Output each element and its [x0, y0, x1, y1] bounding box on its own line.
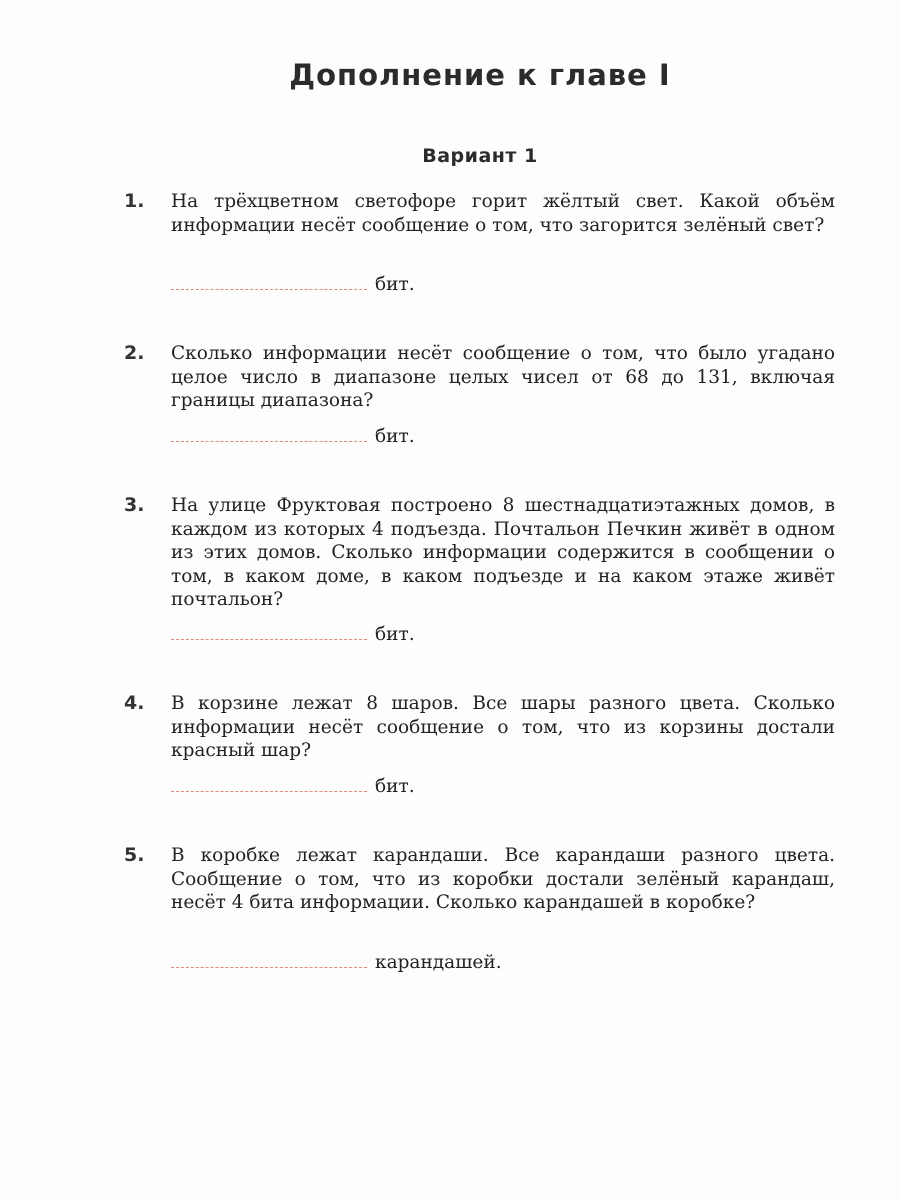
answer-unit: бит.: [375, 624, 415, 645]
answer-unit: бит.: [375, 776, 415, 797]
answer-row: [171, 622, 415, 645]
task-text: В корзине лежат 8 шаров. Все шары разного цвета. Сколько информации несёт сообщение о том, что из корзины достали красный шар?: [171, 693, 835, 761]
answer-row: [171, 424, 415, 447]
answer-blank[interactable]: [171, 272, 367, 290]
answer-blank[interactable]: [171, 950, 367, 968]
task-number: 2.: [124, 342, 145, 364]
answer-row: [171, 774, 415, 797]
answer-unit: карандашей.: [375, 952, 502, 973]
answer-row: [171, 950, 502, 973]
task-text: На трёхцветном светофоре горит жёлтый свет. Какой объём информации несёт сообщение о том, что загорится зелёный свет?: [171, 191, 835, 236]
task-text: Сколько информации несёт сообщение о том, что было угадано целое число в диапазоне целых чисел от 68 до 131, включая границы диапазона?: [171, 343, 835, 411]
task-number: 5.: [124, 844, 145, 866]
task-number: 4.: [124, 692, 145, 714]
task-number: 3.: [124, 494, 145, 516]
task-text: В коробке лежат карандаши. Все карандаши разного цвета. Сообщение о том, что из коробки достали зелёный карандаш, несёт 4 бита информации. Сколько карандашей в коробке?: [171, 845, 835, 913]
answer-row: [171, 272, 415, 295]
answer-blank[interactable]: [171, 424, 367, 442]
answer-blank[interactable]: [171, 774, 367, 792]
task-number: 1.: [124, 190, 145, 212]
chapter-title: Дополнение к главе I: [289, 58, 671, 92]
variant-title: Вариант 1: [422, 145, 538, 167]
answer-blank[interactable]: [171, 622, 367, 640]
answer-unit: бит.: [375, 426, 415, 447]
answer-unit: бит.: [375, 274, 415, 295]
task-text: На улице Фруктовая построено 8 шестнадцатиэтажных домов, в каждом из которых 4 подъезда. Почтальон Печкин живёт в одном из этих домов. Сколько информации содержится в сообщении о том, в каком доме, в каком подъезде и на каком этаже живёт почтальон?: [171, 495, 835, 610]
